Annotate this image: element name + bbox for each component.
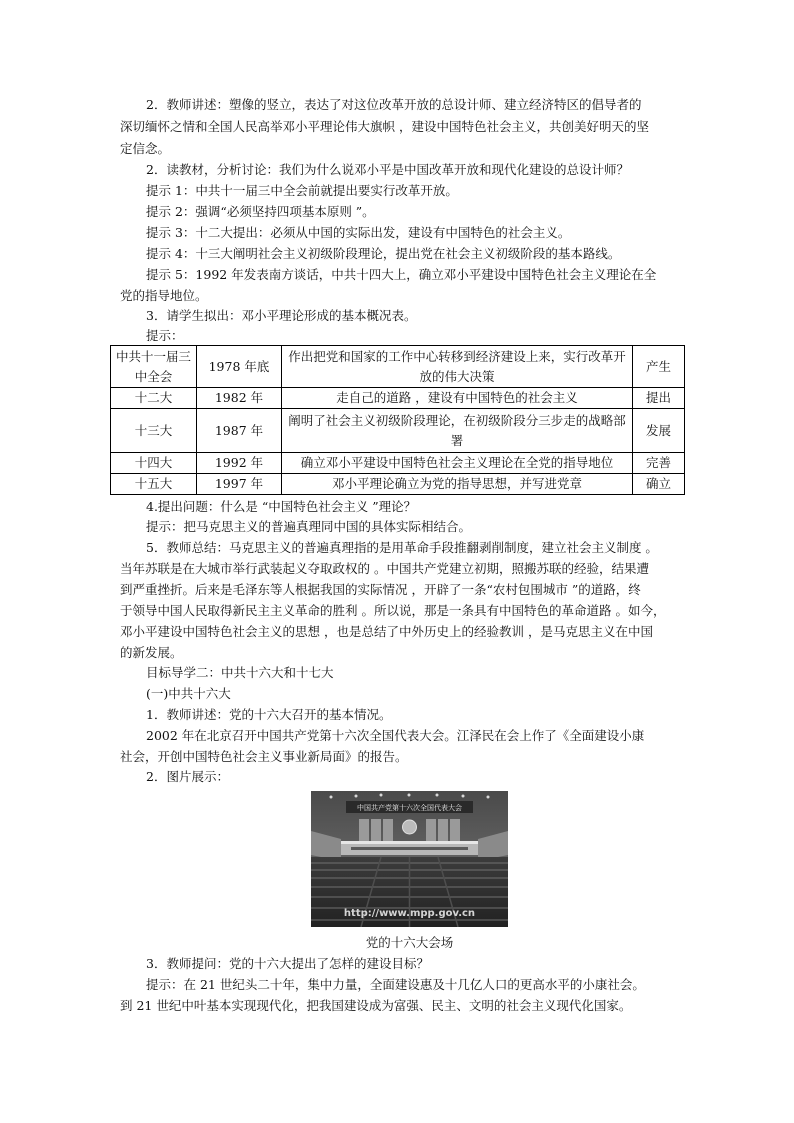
text-line: 提示：	[146, 328, 184, 343]
text-line: 到 21 世纪中叶基本实现现代化，把我国建设成为富强、民主、文明的社会主义现代化国家。	[120, 998, 632, 1013]
table-cell: 十四大	[111, 453, 197, 474]
text-line: 党的指导地位。	[120, 288, 208, 303]
text-line: 3．请学生拟出：邓小平理论形成的基本概况表。	[146, 308, 417, 323]
text-line: 社会，开创中国特色社会主义事业新局面》的报告。	[120, 749, 408, 764]
table-row	[111, 474, 685, 495]
table-cell: 1982 年	[197, 388, 282, 409]
table-cell: 确立邓小平建设中国特色社会主义理论在全党的指导地位	[282, 453, 633, 474]
text-line: 目标导学二：中共十六大和十七大	[146, 665, 334, 680]
text-line: 提示：把马克思主义的普遍真理同中国的具体实际相结合。	[146, 519, 472, 534]
table-cell: 中共十一届三中全会	[111, 346, 197, 388]
table-cell: 1992 年	[197, 453, 282, 474]
theory-formation-table	[110, 345, 685, 495]
text-line: 5．教师总结：马克思主义的普遍真理指的是用革命手段推翻剥削制度，建立社会主义制度 。	[146, 540, 658, 555]
table-cell: 邓小平理论确立为党的指导思想，并写进党章	[282, 474, 633, 495]
text-line: 3．教师提问：党的十六大提出了怎样的建设目标？	[146, 956, 429, 971]
table-row	[111, 388, 685, 409]
text-line: 于领导中国人民取得新民主主义革命的胜利 。所以说，那是一条具有中国特色的革命道路 。如今，	[120, 603, 666, 618]
text-line: 提示 3：十二大提出：必须从中国的实际出发，建设有中国特色的社会主义。	[146, 225, 571, 240]
table-cell: 产生	[633, 346, 685, 388]
text-line: 4.提出问题：什么是 “中国特色社会主义 ”理论？	[146, 499, 417, 514]
banner-text: 中国共产党第十六次全国代表大会	[357, 804, 462, 812]
text-line: 2．教师讲述：塑像的竖立，表达了对这位改革开放的总设计师、建立经济特区的倡导者的	[146, 97, 642, 112]
text-line: 到严重挫折。后来是毛泽东等人根据我国的实际情况 ，开辟了一条“农村包围城市 ”的道路，终	[120, 582, 641, 597]
text-line: 邓小平建设中国特色社会主义的思想 ，也是总结了中外历史上的经验教训 ，是马克思主义在中国	[120, 624, 653, 639]
text-line: (一)中共十六大	[146, 686, 231, 701]
table-cell: 完善	[633, 453, 685, 474]
table-cell: 提出	[633, 388, 685, 409]
congress-hall-photo	[311, 791, 508, 927]
table-cell: 1987 年	[197, 409, 282, 453]
table-cell: 1997 年	[197, 474, 282, 495]
text-line: 提示 2：强调“必须坚持四项基本原则 ”。	[146, 204, 375, 219]
table-cell: 阐明了社会主义初级阶段理论，在初级阶段分三步走的战略部署	[282, 409, 633, 453]
table-cell: 确立	[633, 474, 685, 495]
table-row	[111, 346, 685, 388]
table-cell: 发展	[633, 409, 685, 453]
text-line: 深切缅怀之情和全国人民高举邓小平理论伟大旗帜 ，建设中国特色社会主义，共创美好明天的坚	[120, 119, 649, 134]
table-cell: 十五大	[111, 474, 197, 495]
text-line: 2．图片展示：	[146, 769, 229, 784]
congress-hall-illustration	[311, 791, 508, 927]
table-cell: 十二大	[111, 388, 197, 409]
table-cell: 十三大	[111, 409, 197, 453]
text-line: 的新发展。	[120, 645, 183, 660]
table-row	[111, 453, 685, 474]
text-line: 提示 4：十三大阐明社会主义初级阶段理论，提出党在社会主义初级阶段的基本路线。	[146, 246, 621, 261]
text-line: 当年苏联是在大城市举行武装起义夺取政权的 。中国共产党建立初期，照搬苏联的经验，结果遭	[120, 561, 649, 576]
text-line: 提示 5：1992 年发表南方谈话，中共十四大上，确立邓小平建设中国特色社会主义理论在全	[146, 267, 657, 282]
text-line: 2002 年在北京召开中国共产党第十六次全国代表大会。江泽民在会上作了《全面建设小康	[146, 728, 645, 743]
text-line: 提示 1：中共十一届三中全会前就提出要实行改革开放。	[146, 183, 458, 198]
text-line: 提示：在 21 世纪头二十年，集中力量，全面建设惠及十几亿人口的更高水平的小康社会。	[146, 977, 645, 992]
table-cell: 1978 年底	[197, 346, 282, 388]
text-line: 定信念。	[120, 141, 171, 156]
text-line: 1．教师讲述：党的十六大召开的基本情况。	[146, 707, 392, 722]
table-row	[111, 409, 685, 453]
table-cell: 作出把党和国家的工作中心转移到经济建设上来，实行改革开放的伟大决策	[282, 346, 633, 388]
watermark-text: http://www.mpp.gov.cn	[343, 908, 476, 919]
photo-caption: 党的十六大会场	[365, 935, 454, 950]
table-cell: 走自己的道路 ，建设有中国特色的社会主义	[282, 388, 633, 409]
text-line: 2．读教材，分析讨论：我们为什么说邓小平是中国改革开放和现代化建设的总设计师？	[146, 162, 629, 177]
